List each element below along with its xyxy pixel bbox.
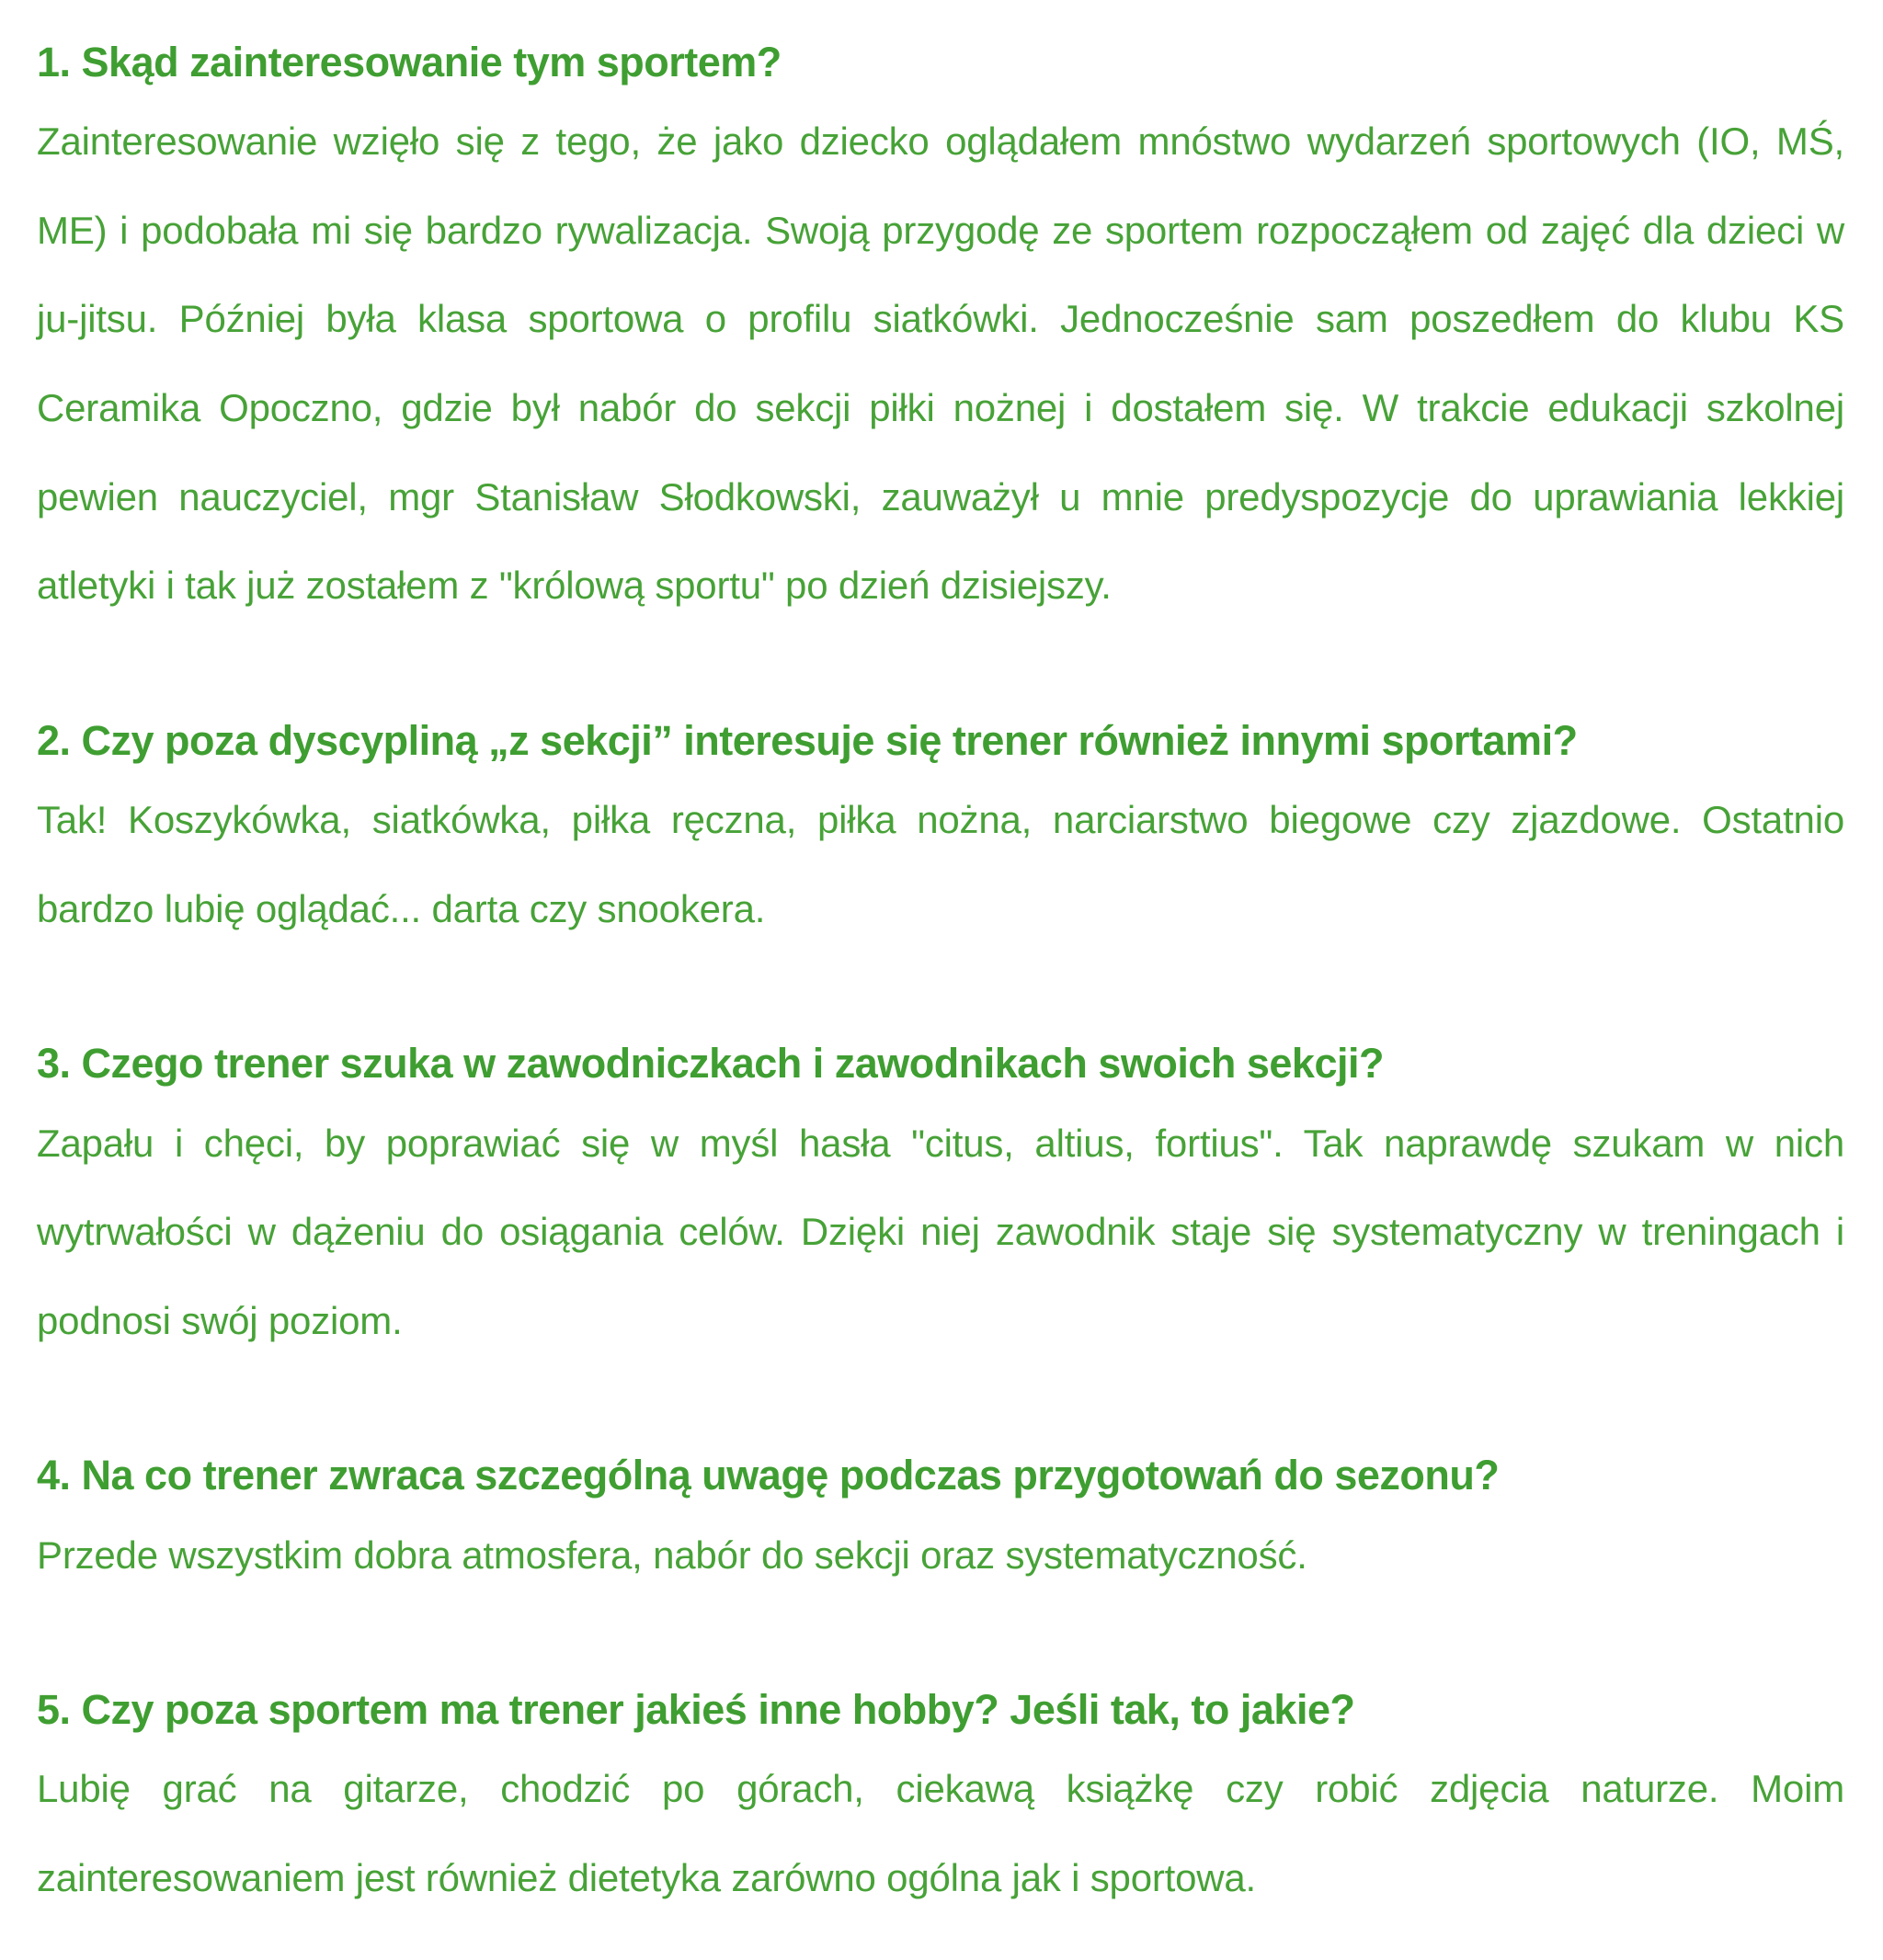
qa-section-2	[37, 715, 1844, 953]
answer-paragraph-2: Tak! Koszykówka, siatkówka, piłka ręczna, piłka nożna, narciarstwo biegowe czy zjazdowe. Ostatnio bardzo lubię oglądać... darta czy snookera.	[37, 798, 1844, 930]
qa-section-4	[37, 1450, 1844, 1600]
answer-paragraph-3: Zapału i chęci, by poprawiać się w myśl hasła "citus, altius, fortius". Tak naprawdę szukam w nich wytrwałości w dążeniu do osiągania celów. Dzięki niej zawodnik staje się systematyczny w treningach i podnosi swój poziom.	[37, 1121, 1844, 1342]
answer-paragraph-5: Lubię grać na gitarze, chodzić po górach, ciekawą książkę czy robić zdjęcia naturze. Moim zainteresowaniem jest również dietetyka zarówno ogólna jak i sportowa.	[37, 1767, 1844, 1899]
question-heading-4: 4. Na co trener zwraca szczególną uwagę podczas przygotowań do sezonu?	[37, 1452, 1500, 1499]
question-heading-1: 1. Skąd zainteresowanie tym sportem?	[37, 39, 782, 85]
question-heading-5: 5. Czy poza sportem ma trener jakieś inne hobby? Jeśli tak, to jakie?	[37, 1686, 1355, 1734]
question-heading-3: 3. Czego trener szuka w zawodniczkach i zawodnikach swoich sekcji?	[37, 1040, 1384, 1088]
qa-section-5	[37, 1684, 1844, 1922]
qa-section-3	[37, 1038, 1844, 1365]
answer-paragraph-1: Zainteresowanie wzięło się z tego, że jako dziecko oglądałem mnóstwo wydarzeń sportowych (IO, MŚ, ME) i podobała mi się bardzo rywalizacja. Swoją przygodę ze sportem rozpocząłem od zajęć dla dzieci w ju-jitsu. Później była klasa sportowa o profilu siatkówki. Jednocześnie sam poszedłem do klubu KS Ceramika Opoczno, gdzie był nabór do sekcji piłki nożnej i dostałem się. W trakcie edukacji szkolnej pewien nauczyciel, mgr Stanisław Słodkowski, zauważył u mnie predyspozycje do uprawiania lekkiej atletyki i tak już zostałem z "królową sportu" po dzień dzisiejszy.	[37, 120, 1844, 608]
qa-section-1	[37, 37, 1844, 631]
answer-paragraph-4: Przede wszystkim dobra atmosfera, nabór do sekcji oraz systematyczność.	[37, 1533, 1307, 1577]
question-heading-2: 2. Czy poza dyscypliną „z sekcji” interesuje się trener również innymi sportami?	[37, 716, 1578, 764]
